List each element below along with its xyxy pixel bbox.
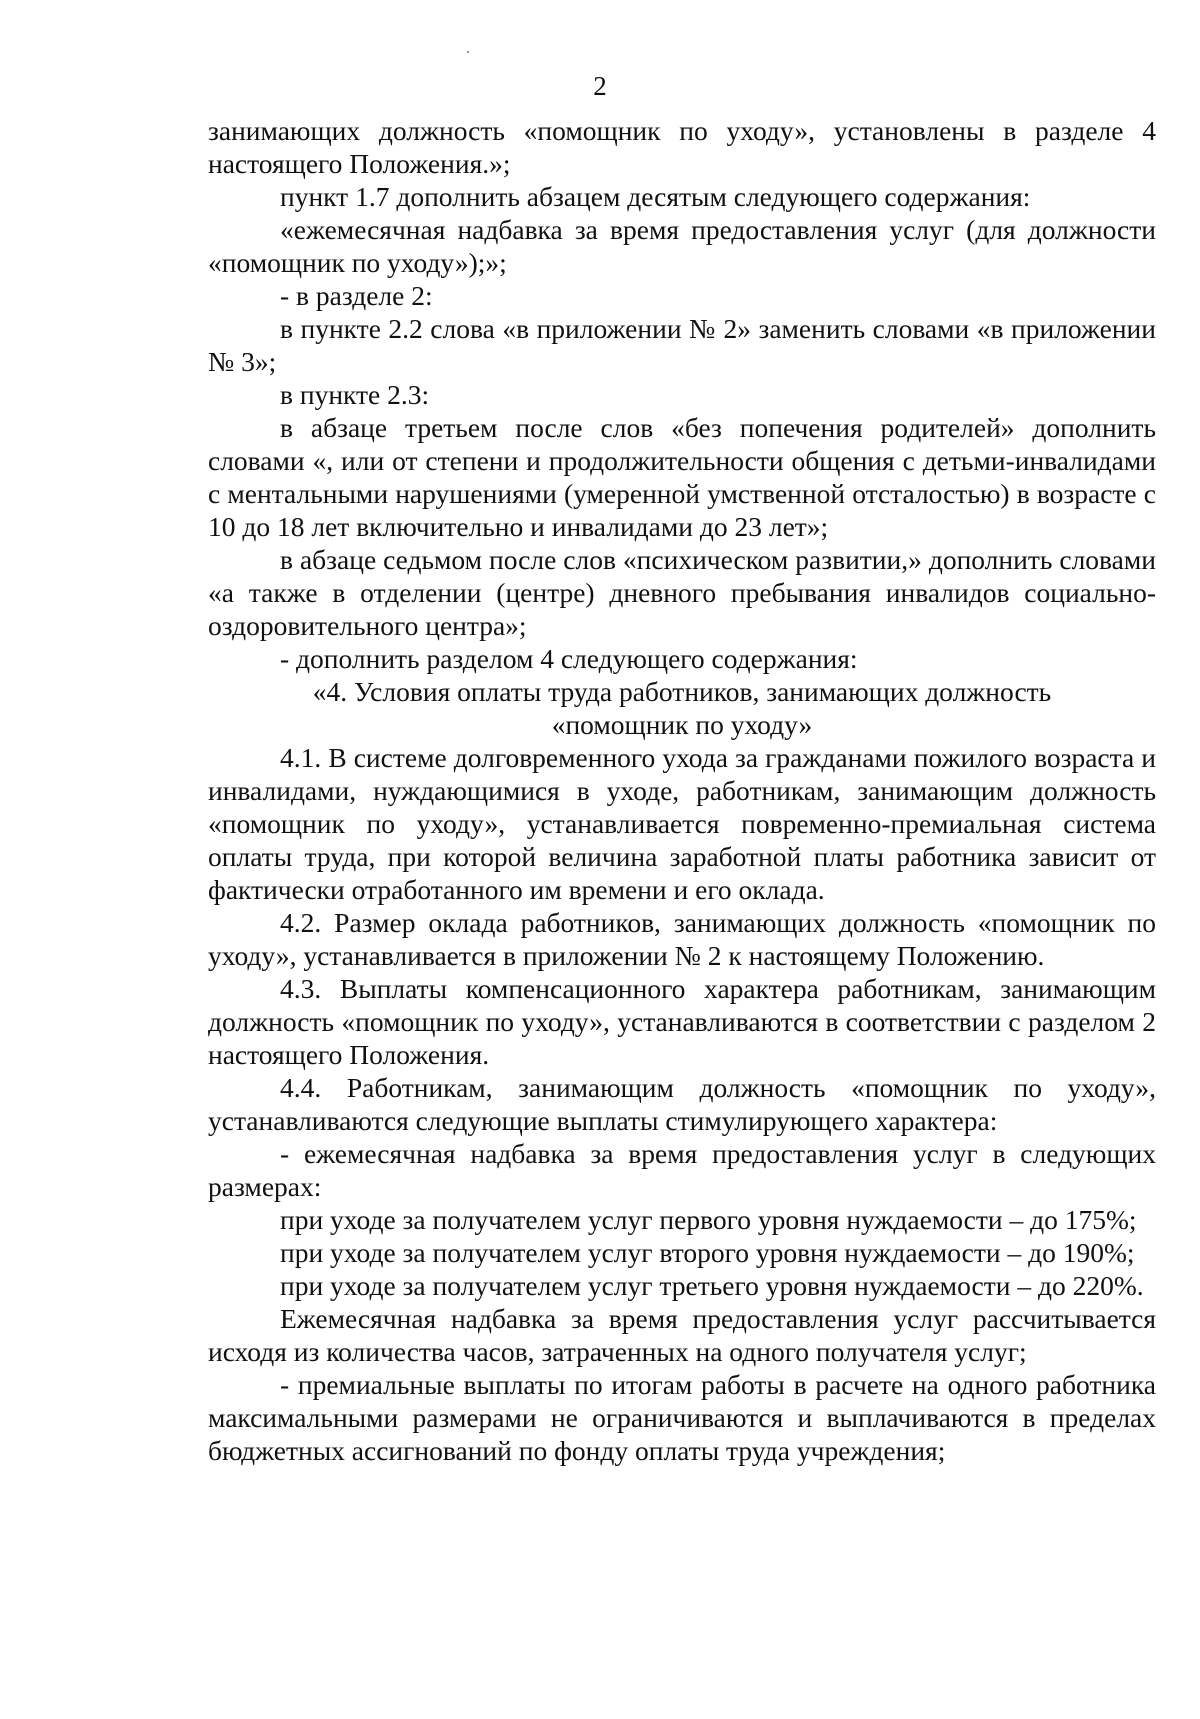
paragraph: 4.4. Работникам, занимающим должность «помощник по уходу», устанавливаются следующие выплаты стимулирующего характера: <box>208 1072 1156 1136</box>
paragraph: в абзаце седьмом после слов «психическом развитии,» дополнить словами «а также в отделении (центре) дневного пребывания инвалидов социально-оздоровительного центра»; <box>208 544 1156 641</box>
scan-speck <box>467 51 469 53</box>
paragraph: - ежемесячная надбавка за время предоставления услуг в следующих размерах: <box>208 1138 1156 1202</box>
paragraph: 4.2. Размер оклада работников, занимающих должность «помощник по уходу», устанавливается в приложении № 2 к настоящему Положению. <box>208 907 1156 971</box>
paragraph: при уходе за получателем услуг третьего уровня нуждаемости – до 220%. <box>280 1270 1144 1301</box>
paragraph: - в разделе 2: <box>280 280 433 311</box>
paragraph: - премиальные выплаты по итогам работы в расчете на одного работника максимальными размерами не ограничиваются и выплачиваются в пределах бюджетных ассигнований по фонду оплаты труда учреждения; <box>208 1369 1156 1466</box>
paragraph: в пункте 2.3: <box>280 379 430 410</box>
paragraph: пункт 1.7 дополнить абзацем десятым следующего содержания: <box>280 181 1031 212</box>
document-body <box>208 114 1156 1467</box>
paragraph: 4.1. В системе долговременного ухода за гражданами пожилого возраста и инвалидами, нуждающимися в уходе, работникам, занимающим должность «помощник по уходу», устанавливается повременно-премиальная система оплаты труда, при которой величина заработной платы работника зависит от фактически отработанного им времени и его оклада. <box>208 742 1156 905</box>
paragraph: Ежемесячная надбавка за время предоставления услуг рассчитывается исходя из количества часов, затраченных на одного получателя услуг; <box>208 1303 1156 1367</box>
section-heading: «4. Условия оплаты труда работников, занимающих должность «помощник по уходу» <box>312 676 1052 740</box>
paragraph: в пункте 2.2 слова «в приложении № 2» заменить словами «в приложении № 3»; <box>208 313 1156 377</box>
paragraph: 4.3. Выплаты компенсационного характера работникам, занимающим должность «помощник по уходу», устанавливаются в соответствии с разделом 2 настоящего Положения. <box>208 973 1156 1070</box>
paragraph: при уходе за получателем услуг второго уровня нуждаемости – до 190%; <box>280 1237 1135 1268</box>
paragraph: «ежемесячная надбавка за время предоставления услуг (для должности «помощник по уходу»);»; <box>208 214 1156 278</box>
paragraph: - дополнить разделом 4 следующего содержания: <box>280 643 858 674</box>
paragraph: при уходе за получателем услуг первого уровня нуждаемости – до 175%; <box>280 1204 1137 1235</box>
paragraph: в абзаце третьем после слов «без попечения родителей» дополнить словами «, или от степени и продолжительности общения с детьми-инвалидами с ментальными нарушениями (умеренной умственной отсталостью) в возрасте с 10 до 18 лет включительно и инвалидами до 23 лет»; <box>208 412 1156 542</box>
page-number: 2 <box>593 71 607 101</box>
paragraph-continuation: занимающих должность «помощник по уходу», установлены в разделе 4 настоящего Положения.»; <box>208 115 1156 179</box>
